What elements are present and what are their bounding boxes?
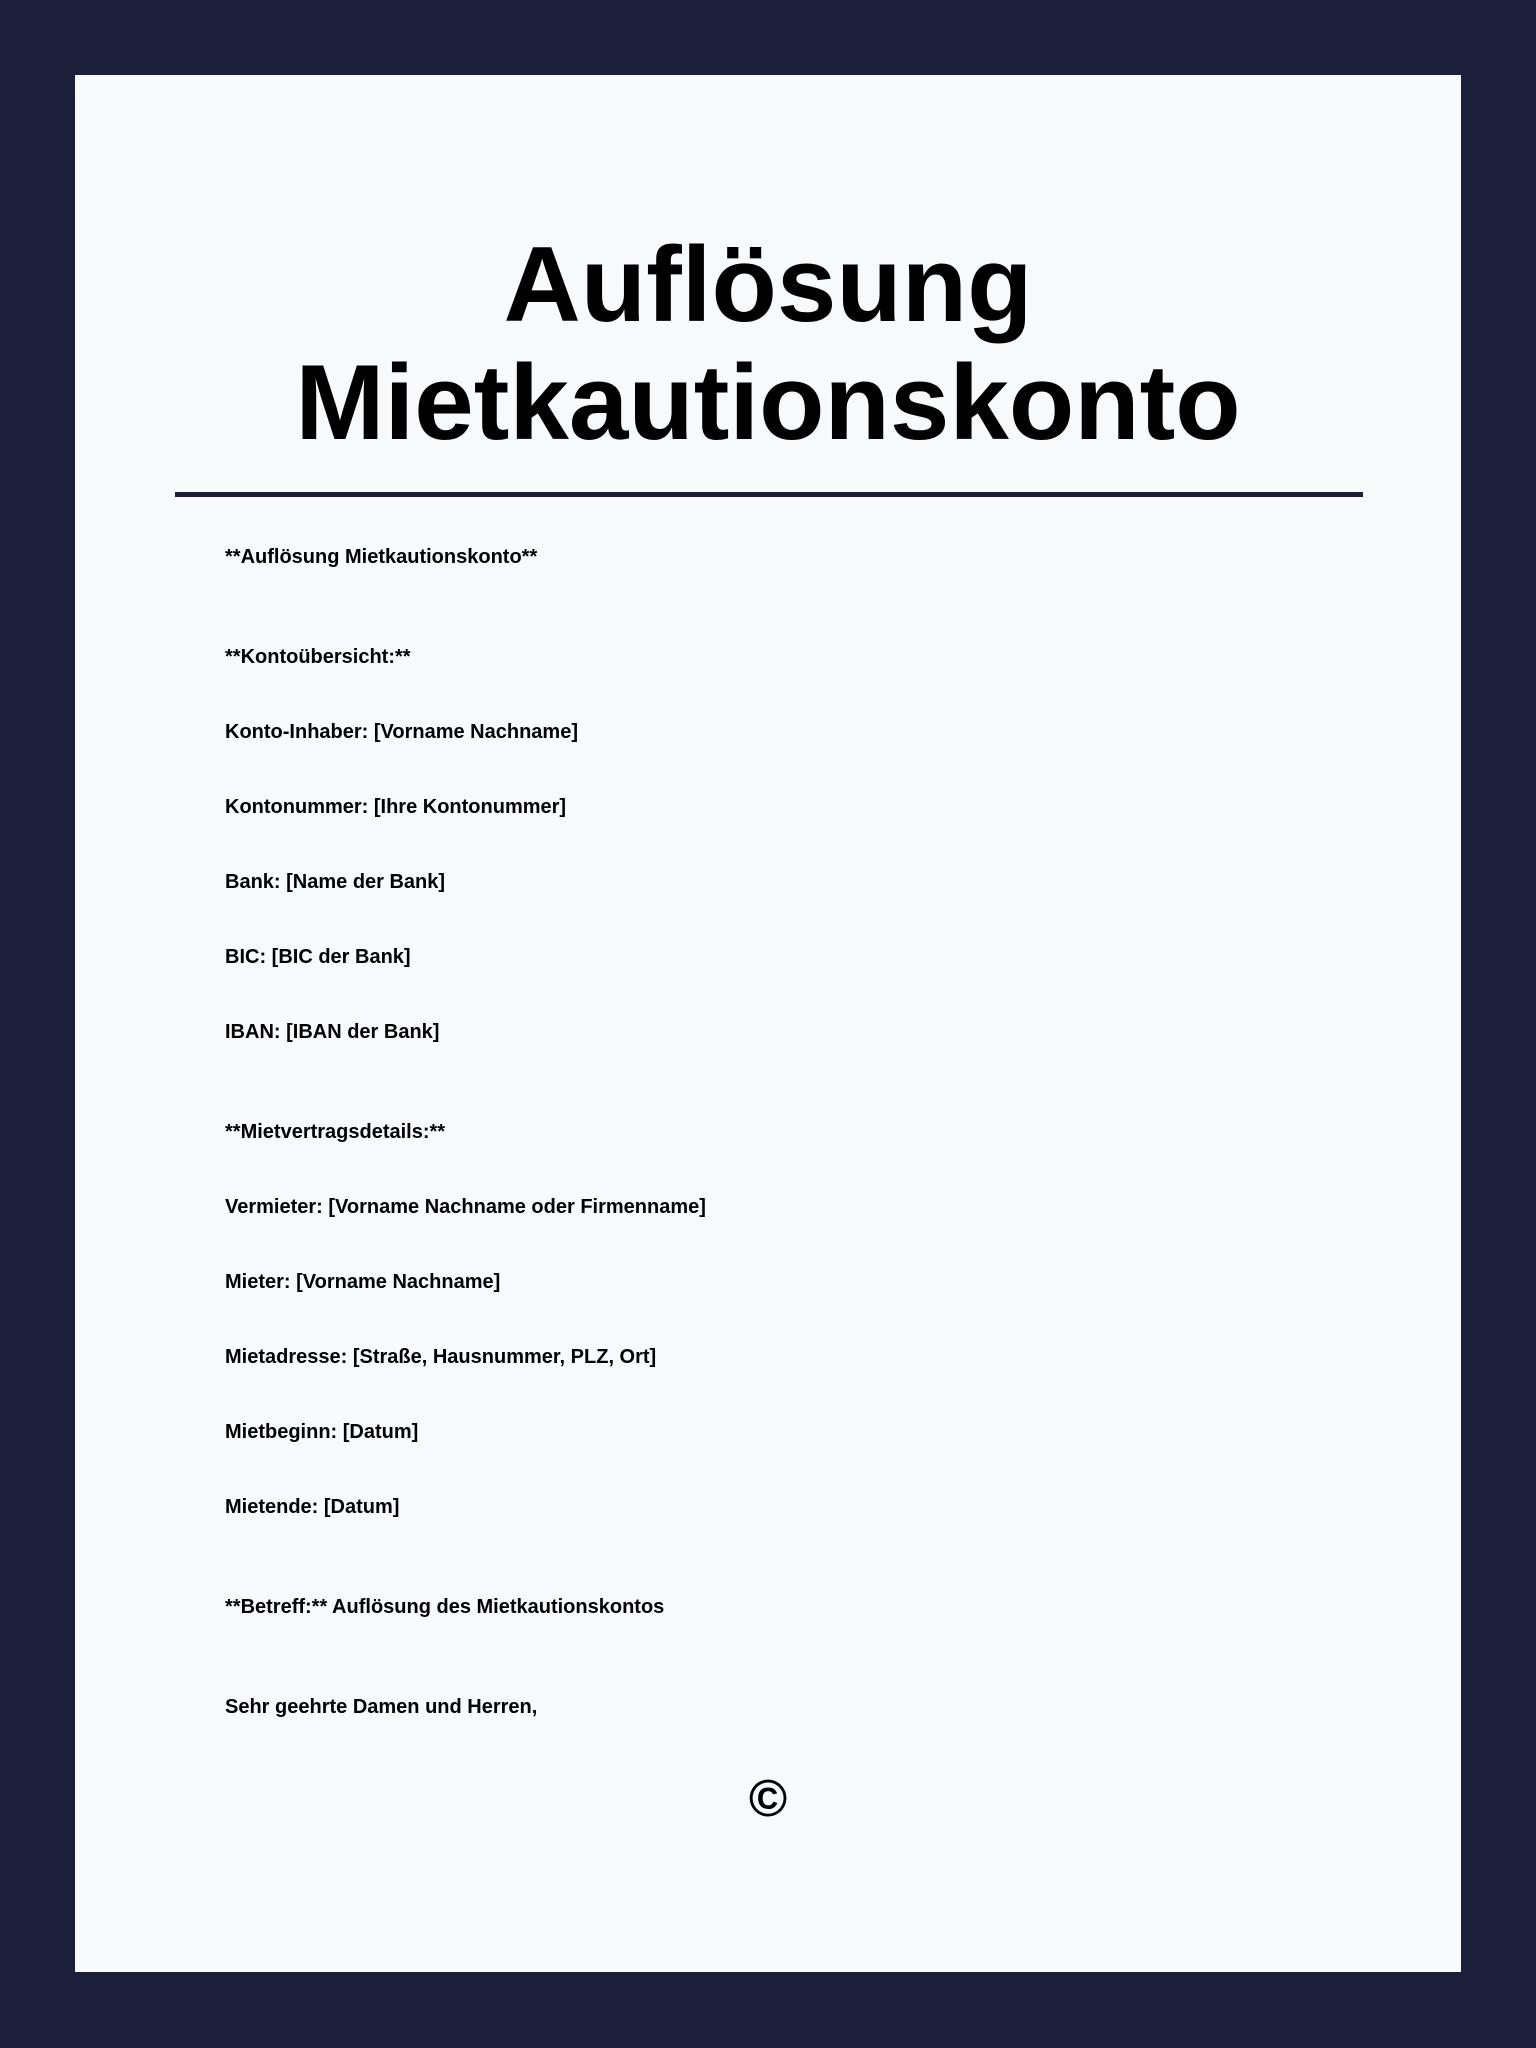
landlord-line: Vermieter: [Vorname Nachname oder Firmenname] (225, 1196, 706, 1218)
bank-name-line: Bank: [Name der Bank] (225, 871, 446, 893)
bic-line: BIC: [BIC der Bank] (225, 946, 411, 968)
subject-line: **Betreff:** Auflösung des Mietkautionskontos (225, 1596, 665, 1618)
lease-start-line: Mietbeginn: [Datum] (225, 1421, 419, 1443)
account-holder-line: Konto-Inhaber: [Vorname Nachname] (225, 721, 578, 743)
lease-details-heading: **Mietvertragsdetails:** (225, 1121, 446, 1143)
page-title (75, 225, 1461, 461)
tenant-line: Mieter: [Vorname Nachname] (225, 1271, 501, 1293)
rental-address-line: Mietadresse: [Straße, Hausnummer, PLZ, Ort] (225, 1346, 657, 1368)
lease-end-line: Mietende: [Datum] (225, 1496, 400, 1518)
account-overview-heading: **Kontoübersicht:** (225, 646, 411, 668)
document-page (75, 75, 1461, 1972)
salutation-line: Sehr geehrte Damen und Herren, (225, 1696, 538, 1718)
page-title-line-1: Auflösung (503, 224, 1033, 344)
account-number-line: Kontonummer: [Ihre Kontonummer] (225, 796, 567, 818)
page-title-line-2: Mietkautionskonto (295, 342, 1241, 462)
iban-line: IBAN: [IBAN der Bank] (225, 1021, 440, 1043)
copyright-icon: © (748, 1770, 788, 1828)
title-divider (175, 492, 1363, 497)
document-heading: **Auflösung Mietkautionskonto** (225, 546, 538, 568)
